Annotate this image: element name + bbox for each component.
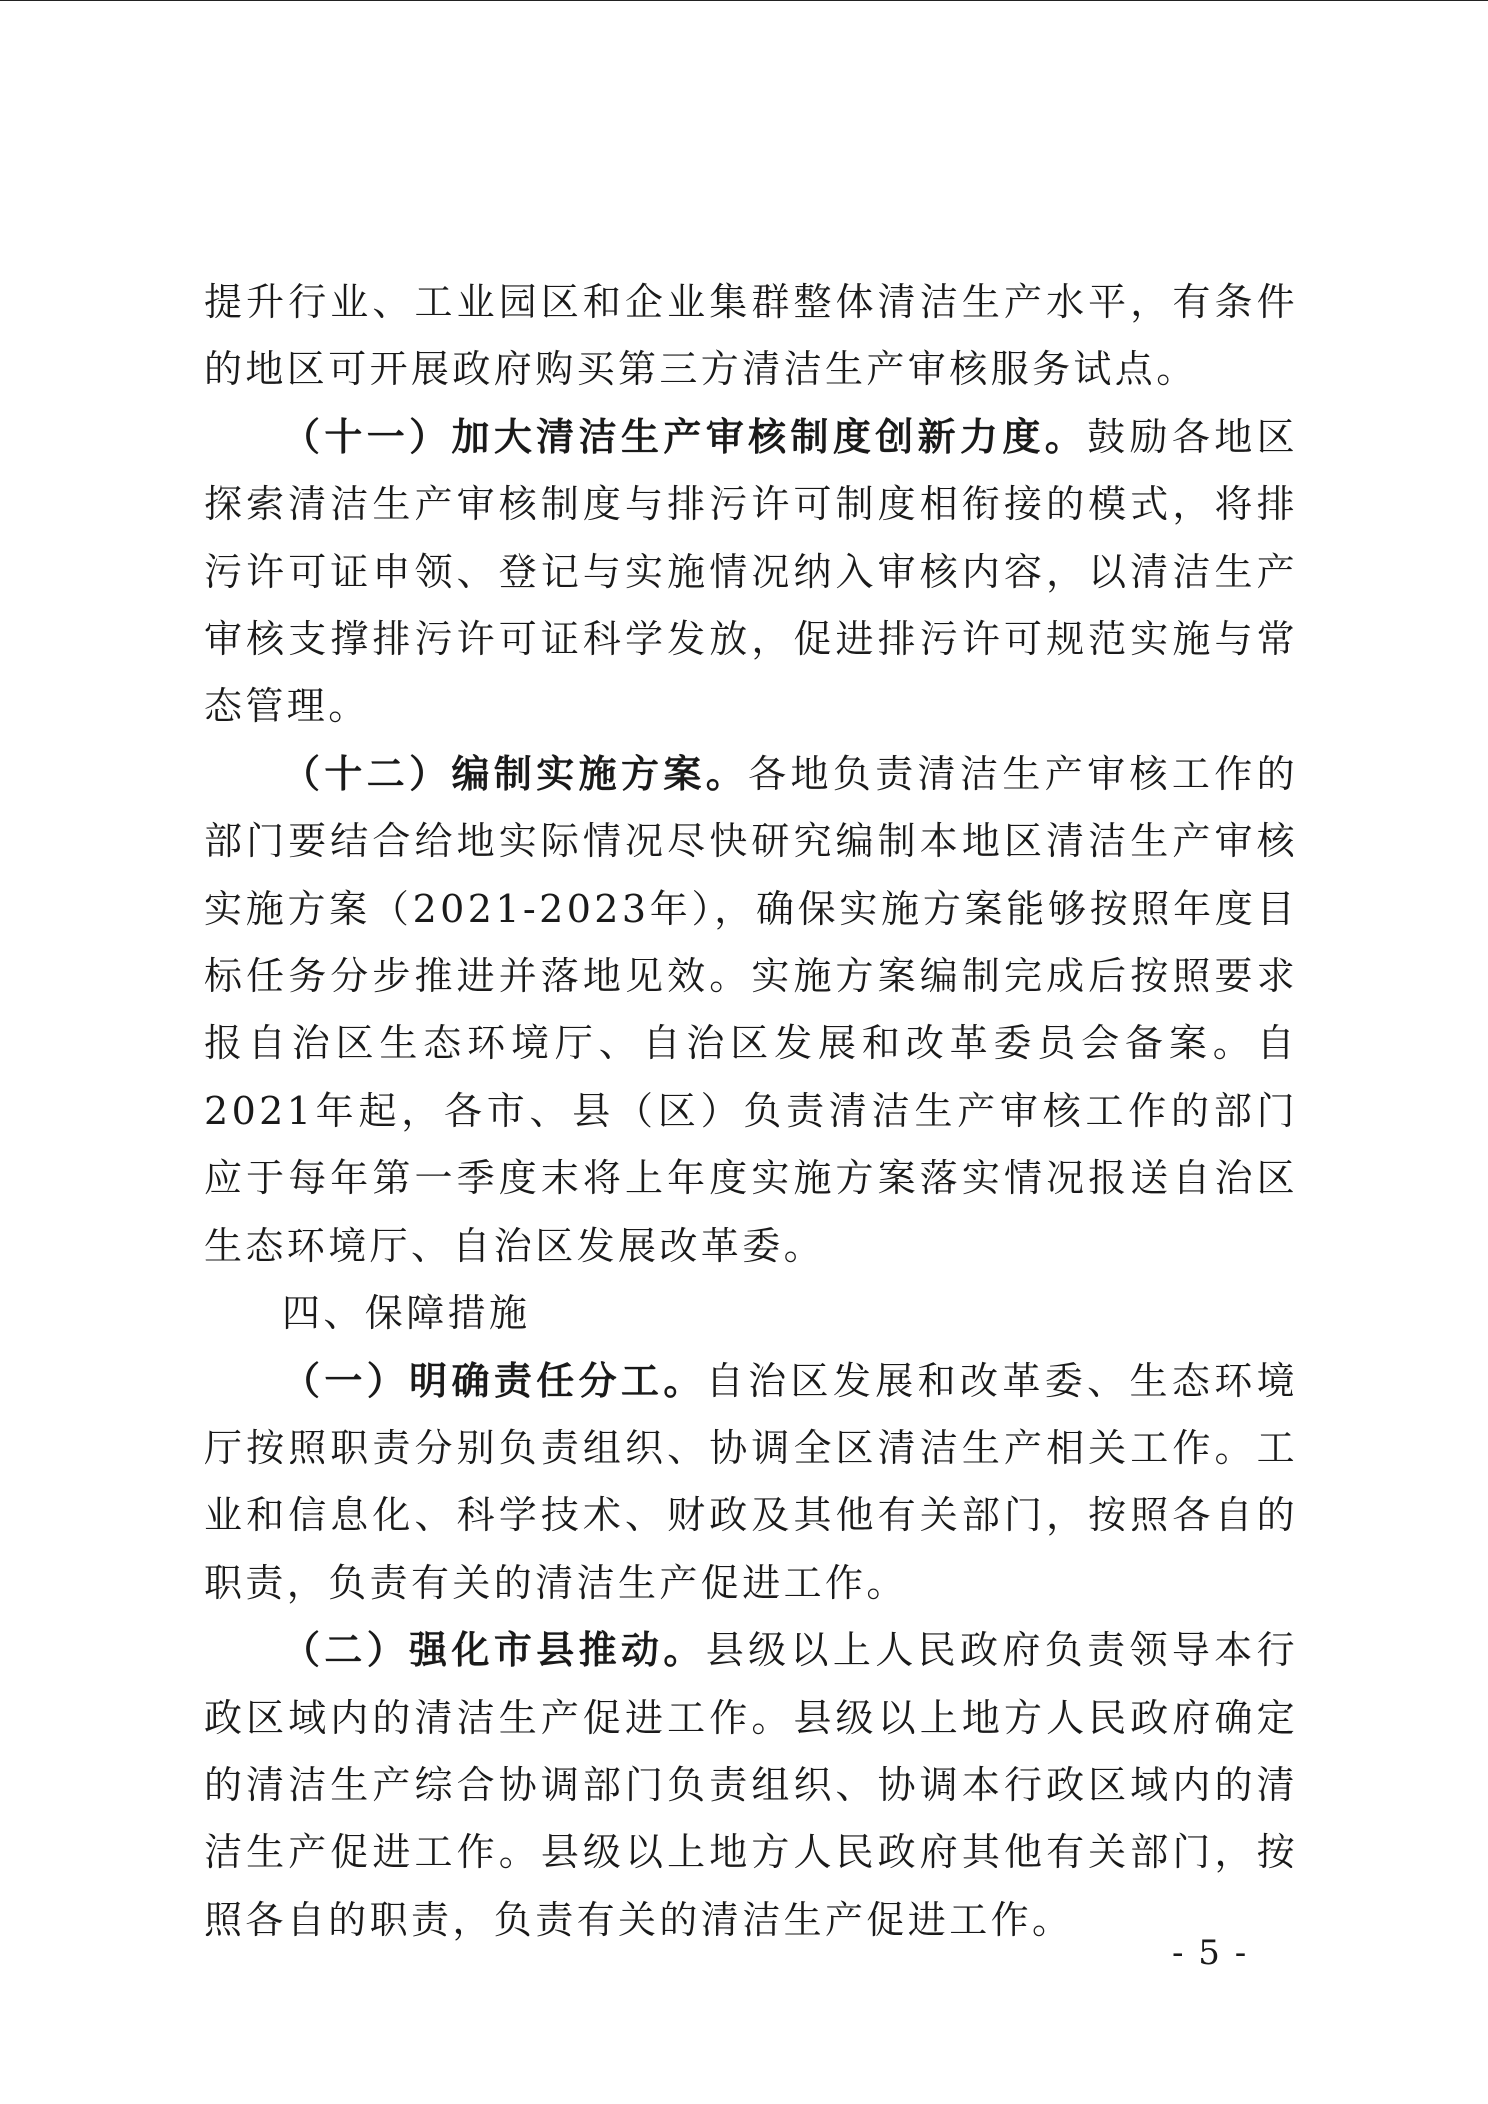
- section-heading: 四、保障措施: [282, 1291, 531, 1336]
- document-body: [204, 269, 1298, 1954]
- paragraph-text: 县级以上人民政府负责领导本行政区域内的清洁生产促进工作。县级以上地方人民政府确定的清洁生产综合协调部门负责组织、协调本行政区域内的清洁生产促进工作。县级以上地方人民政府其他有关部门，按照各自的职责，负责有关的清洁生产促进工作。: [204, 1628, 1298, 1942]
- paragraph-lead: （十一）加大清洁生产审核制度创新力度。: [282, 414, 1088, 459]
- paragraph-item-11: [204, 404, 1298, 741]
- paragraph-item-1: [204, 1348, 1298, 1618]
- page-number: - 5 -: [1172, 1933, 1249, 1973]
- paragraph-item-2: [204, 1617, 1298, 1954]
- paragraph-text: 鼓励各地区探索清洁生产审核制度与排污许可制度相衔接的模式，将排污许可证申领、登记与实施情况纳入审核内容，以清洁生产审核支撑排污许可证科学发放，促进排污许可规范实施与常态管理。: [204, 414, 1298, 729]
- paragraph-text: 提升行业、工业园区和企业集群整体清洁生产水平，有条件的地区可开展政府购买第三方清洁生产审核服务试点。: [204, 280, 1298, 392]
- paragraph-lead: （十二）编制实施方案。: [282, 751, 749, 796]
- paragraph-item-12: [204, 741, 1298, 1280]
- paragraph-text: 各地负责清洁生产审核工作的部门要结合给地实际情况尽快研究编制本地区清洁生产审核实施方案（2021-2023年），确保实施方案能够按照年度目标任务分步推进并落地见效。实施方案编制完成后按照要求报自治区生态环境厅、自治区发展和改革委员会备案。自2021年起，各市、县（区）负责清洁生产审核工作的部门应于每年第一季度末将上年度实施方案落实情况报送自治区生态环境厅、自治区发展改革委。: [204, 751, 1299, 1268]
- paragraph-lead: （一）明确责任分工。: [282, 1358, 706, 1403]
- paragraph-continuation: [204, 269, 1298, 404]
- paragraph-text: 自治区发展和改革委、生态环境厅按照职责分别负责组织、协调全区清洁生产相关工作。工业和信息化、科学技术、财政及其他有关部门，按照各自的职责，负责有关的清洁生产促进工作。: [204, 1358, 1298, 1605]
- paragraph-lead: （二）强化市县推动。: [282, 1628, 706, 1673]
